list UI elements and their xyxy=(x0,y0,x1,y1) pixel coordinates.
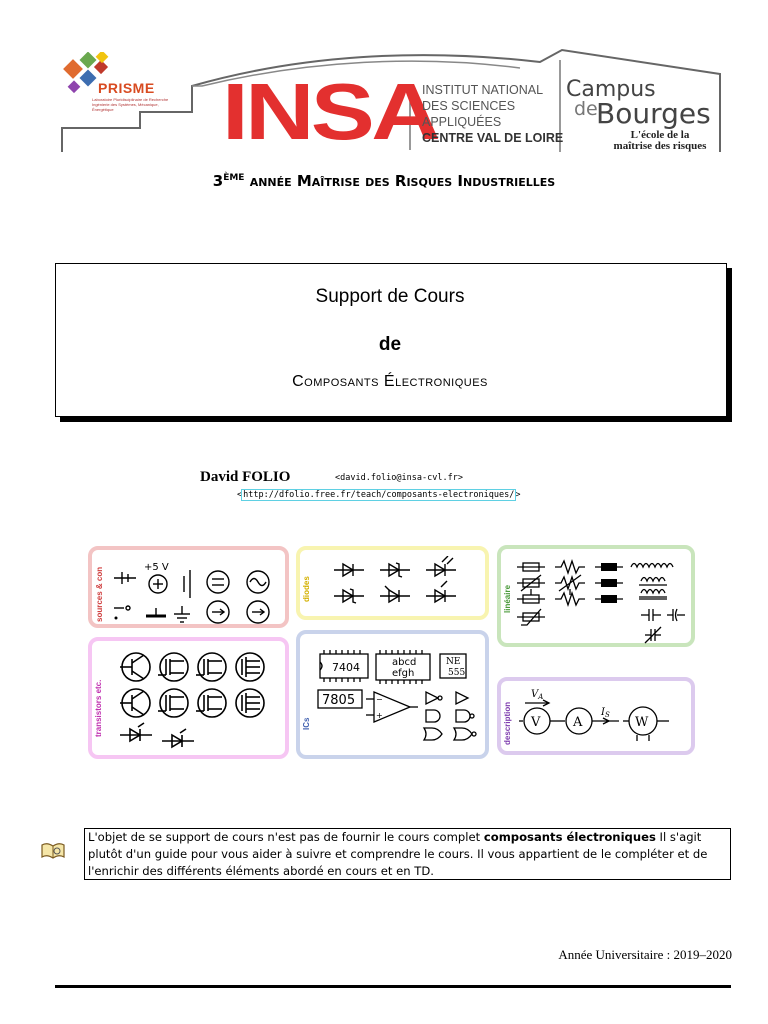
linear-symbols xyxy=(515,555,693,645)
institute-line-2: DES SCIENCES xyxy=(422,99,516,113)
ic-555-label: 555 xyxy=(448,668,466,678)
insa-logo-text: INSA xyxy=(222,67,437,156)
course-url-link[interactable]: http://dfolio.free.fr/teach/composants-electroniques/ xyxy=(243,490,515,500)
institute-region: CENTRE VAL DE LOIRE xyxy=(422,131,564,145)
note-part1: L'objet de se support de cours n'est pas de fournir le cours complet xyxy=(88,830,484,844)
campus-word: Campus xyxy=(566,77,656,102)
program-heading xyxy=(0,172,768,190)
author-name: David FOLIO xyxy=(200,469,291,485)
course-subject: Composants Électroniques xyxy=(292,373,488,390)
panel-label-transistors: transistors etc. xyxy=(94,679,103,737)
va-label xyxy=(531,689,543,701)
year-sup: ÈME xyxy=(223,173,245,183)
book-icon xyxy=(40,841,66,861)
plus5v-label: +5 V xyxy=(144,562,169,573)
campus-de: de xyxy=(574,98,598,120)
institute-line-3: APPLIQUÉES xyxy=(422,115,502,129)
va-main: V xyxy=(531,689,539,700)
footer-rule xyxy=(55,985,731,988)
is-main: I xyxy=(601,707,605,718)
panel-label-ics: ICs xyxy=(302,717,311,730)
ic-abcd-label: abcd xyxy=(392,657,417,668)
panel-label-diodes: diodes xyxy=(302,576,311,602)
ic-7805-label: 7805 xyxy=(322,693,356,708)
voltmeter-label: V xyxy=(531,715,541,730)
panel-diodes xyxy=(296,546,489,620)
panel-lineaire xyxy=(497,545,695,647)
panel-sources xyxy=(88,546,289,628)
opamp-minus: − xyxy=(376,695,383,704)
is-label xyxy=(600,707,610,719)
program-name: année Maîtrise des Risques Industrielles xyxy=(244,172,556,190)
header xyxy=(0,0,768,160)
panel-description xyxy=(497,677,695,755)
transistor-symbols xyxy=(114,647,284,755)
campus-tagline-1: L'école de la xyxy=(630,129,690,141)
prisme-lab-text: Laboratoire Pluridisciplinaire de Recherche Ingénierie des Systèmes, Mécanique, Énergétique xyxy=(92,97,169,112)
panel-label-description: description xyxy=(503,701,512,745)
panel-ics xyxy=(296,630,489,759)
is-sub: S xyxy=(604,711,610,719)
sources-symbols xyxy=(106,556,286,624)
campus-bourges: Bourges xyxy=(596,97,711,130)
course-title: Support de Cours xyxy=(315,286,465,307)
ic-efgh-label: efgh xyxy=(392,668,415,679)
ic-symbols xyxy=(314,642,486,758)
ammeter-label: A xyxy=(573,715,583,730)
wattmeter-label: W xyxy=(635,715,649,730)
url-lt: < xyxy=(237,490,243,500)
course-title-de: de xyxy=(378,334,402,355)
va-sub: A xyxy=(538,693,544,701)
campus-tagline-2: maîtrise des risques xyxy=(613,140,707,152)
author-email[interactable]: <david.folio@insa-cvl.fr> xyxy=(335,473,463,483)
course-url[interactable] xyxy=(237,490,520,500)
year-number: 3 xyxy=(212,172,224,190)
academic-year: Année Universitaire : 2019–2020 xyxy=(558,947,732,962)
ic-ne-label: NE xyxy=(446,657,461,667)
prisme-title: PRISME xyxy=(98,80,155,96)
opamp-plus: + xyxy=(376,711,383,720)
panel-label-lineaire: linéaire xyxy=(503,584,512,613)
ic-7404-label: 7404 xyxy=(332,661,360,674)
note-bold: composants électroniques xyxy=(483,830,656,844)
institute-line-1: INSTITUT NATIONAL xyxy=(422,83,544,97)
institute-name xyxy=(422,82,563,146)
campus-tagline xyxy=(610,130,710,152)
measurement-symbols xyxy=(519,685,695,751)
note-text xyxy=(88,829,730,880)
note-part2: Il s'agit plutôt d'un guide pour vous aider à suivre et comprendre le cours. Il vous appartient de le compléter et de l'enrichir des différents éléments abordé en cours et en TD. xyxy=(88,830,708,878)
diode-symbols xyxy=(330,556,480,616)
open-book-icon xyxy=(40,841,66,861)
url-gt: > xyxy=(515,490,521,500)
panel-transistors xyxy=(88,637,289,759)
panel-label-sources: sources & con xyxy=(95,566,104,622)
